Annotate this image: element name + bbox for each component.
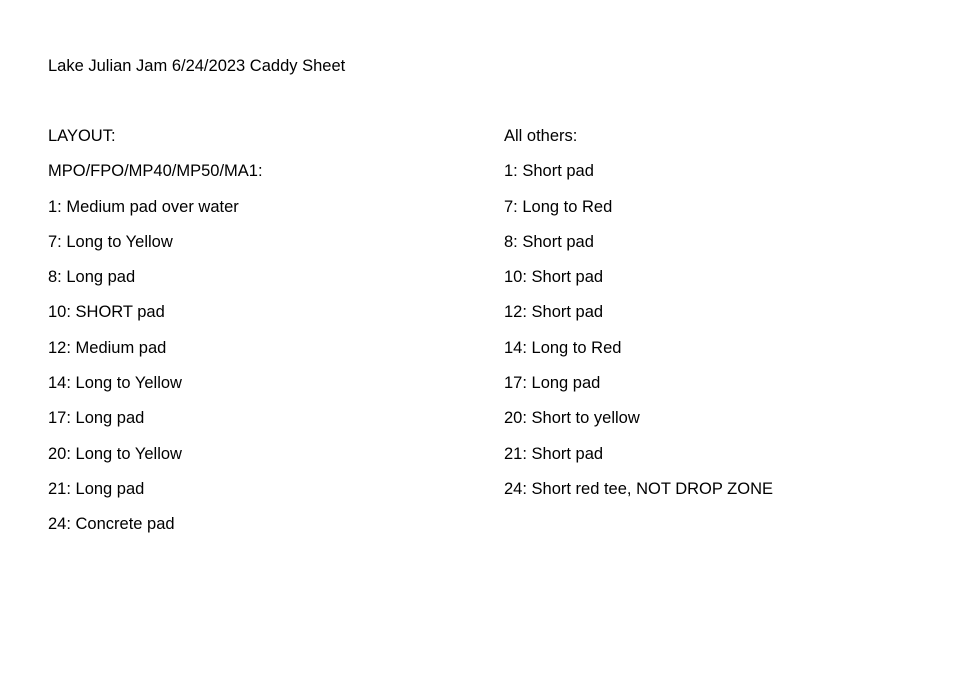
hole-note: 7: Long to Red [504,197,613,216]
hole-note: 24: Short red tee, NOT DROP ZONE [504,479,773,498]
hole-note: 24: Concrete pad [48,515,175,534]
hole-note: 21: Short pad [504,444,604,463]
hole-note: 8: Short pad [504,232,594,251]
hole-note: 8: Long pad [48,268,136,287]
hole-note: 17: Long pad [504,374,601,393]
right-column [504,126,773,514]
page-title: Lake Julian Jam 6/24/2023 Caddy Sheet [48,57,346,75]
hole-note: 1: Medium pad over water [48,197,239,216]
hole-note: 20: Long to Yellow [48,444,182,463]
hole-note: 17: Long pad [48,409,145,428]
hole-note: 20: Short to yellow [504,409,640,428]
division-heading-pro: MPO/FPO/MP40/MP50/MA1: [48,162,263,181]
hole-note: 14: Long to Red [504,338,622,357]
section-heading-layout: LAYOUT: [48,127,116,145]
left-column [48,126,263,550]
hole-note: 7: Long to Yellow [48,232,173,251]
hole-note: 1: Short pad [504,162,594,181]
hole-note: 10: Short pad [504,268,604,287]
hole-note: 10: SHORT pad [48,303,165,322]
hole-note: 12: Short pad [504,303,604,322]
hole-note: 21: Long pad [48,479,145,498]
division-heading-all-others: All others: [504,127,578,145]
hole-note: 12: Medium pad [48,338,167,357]
hole-note: 14: Long to Yellow [48,374,182,393]
